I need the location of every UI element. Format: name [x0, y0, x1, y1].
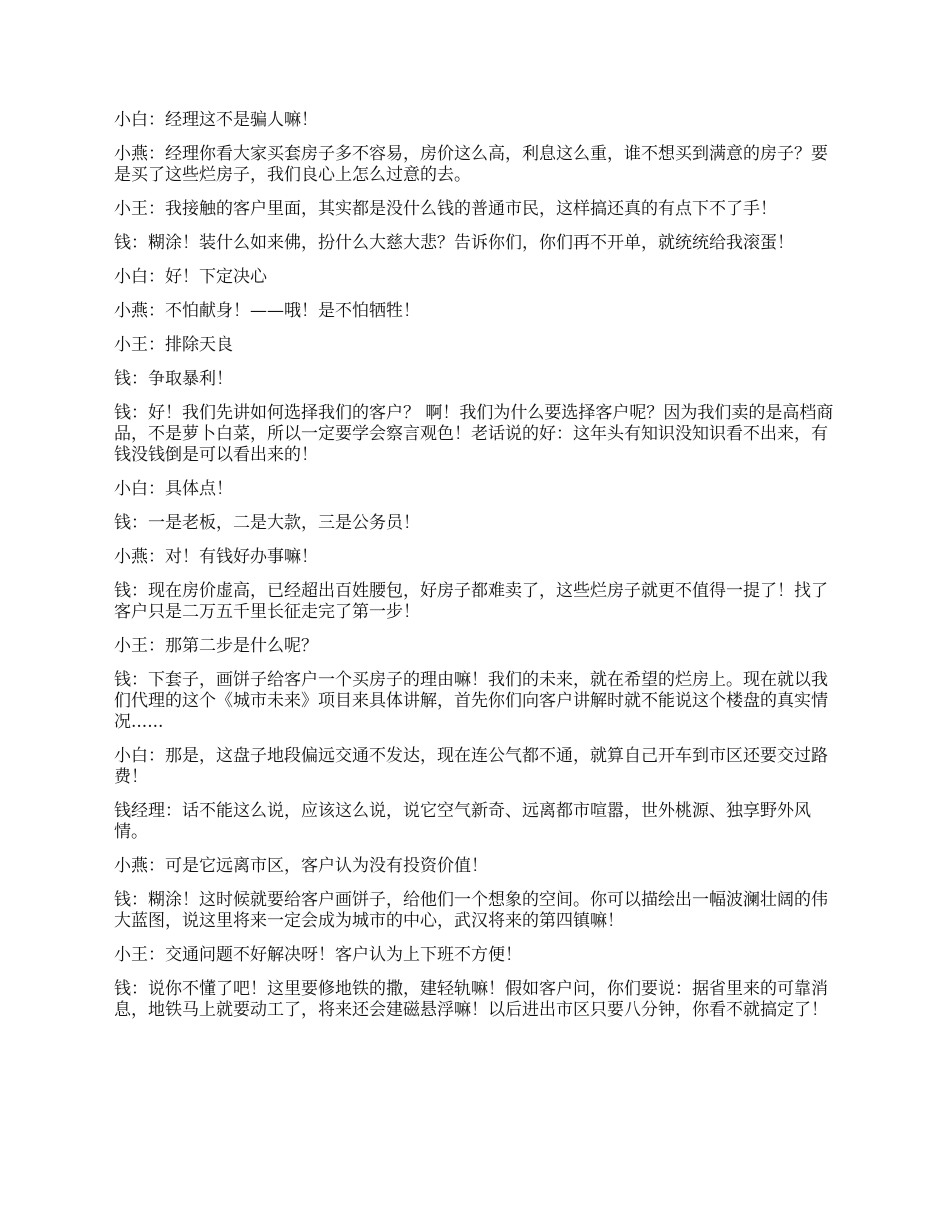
dialogue-line: 小白：那是，这盘子地段偏远交通不发达，现在连公气都不通，就算自己开车到市区还要交过路费！ [114, 746, 828, 787]
dialogue-line: 钱：糊涂！装什么如来佛，扮什么大慈大悲？告诉你们，你们再不开单，就统统给我滚蛋！ [114, 233, 794, 253]
dialogue-line: 钱经理：话不能这么说，应该这么说，说它空气新奇、远离都市喧嚣，世外桃源、独享野外风情。 [114, 801, 811, 842]
dialogue-line: 小燕：可是它远离市区，客户认为没有投资价值！ [114, 856, 488, 876]
dialogue-line: 钱：糊涂！这时候就要给客户画饼子，给他们一个想象的空间。你可以描绘出一幅波澜壮阔的伟大蓝图，说这里将来一定会成为城市的中心，武汉将来的第四镇嘛！ [114, 890, 828, 931]
dialogue-line: 小燕：不怕献身！——哦！是不怕牺牲！ [114, 301, 420, 321]
dialogue-line: 小王：那第二步是什么呢？ [114, 636, 318, 656]
dialogue-line: 钱：说你不懂了吧！这里要修地铁的撒，建轻轨嘛！假如客户问，你们要说：据省里来的可靠消息，地铁马上就要动工了，将来还会建磁悬浮嘛！以后进出市区只要八分钟，你看不就搞定了！ [114, 979, 828, 1020]
dialogue-line: 钱：现在房价虚高，已经超出百姓腰包，好房子都难卖了，这些烂房子就更不值得一提了！找了客户只是二万五千里长征走完了第一步！ [114, 581, 828, 622]
dialogue-line: 小王：排除天良 [114, 335, 233, 355]
dialogue-line: 小燕：对！有钱好办事嘛！ [114, 547, 318, 567]
dialogue-line: 小白：具体点！ [114, 479, 233, 499]
dialogue-line: 小王：我接触的客户里面，其实都是没什么钱的普通市民，这样搞还真的有点下不了手！ [114, 199, 777, 219]
dialogue-line: 小白：好！下定决心 [114, 267, 267, 287]
dialogue-line: 钱：下套子，画饼子给客户一个买房子的理由嘛！我们的未来，就在希望的烂房上。现在就以我们代理的这个《城市未来》项目来具体讲解，首先你们向客户讲解时就不能说这个楼盘的真实情况...... [114, 670, 828, 732]
dialogue-line: 小燕：经理你看大家买套房子多不容易，房价这么高，利息这么重，谁不想买到满意的房子？要是买了这些烂房子，我们良心上怎么过意的去。 [114, 144, 828, 185]
dialogue-line: 小王：交通问题不好解决呀！客户认为上下班不方便！ [114, 945, 522, 965]
dialogue-line: 钱：好！我们先讲如何选择我们的客户？ 啊！我们为什么要选择客户呢？因为我们卖的是高档商品，不是萝卜白菜，所以一定要学会察言观色！老话说的好：这年头有知识没知识看不出来，有钱没钱倒是可以看出来的！ [114, 403, 834, 465]
dialogue-line: 钱：一是老板，二是大款，三是公务员！ [114, 513, 420, 533]
dialogue-line: 小白：经理这不是骗人嘛！ [114, 110, 318, 130]
document-body [114, 110, 840, 1034]
dialogue-line: 钱：争取暴利！ [114, 369, 233, 389]
